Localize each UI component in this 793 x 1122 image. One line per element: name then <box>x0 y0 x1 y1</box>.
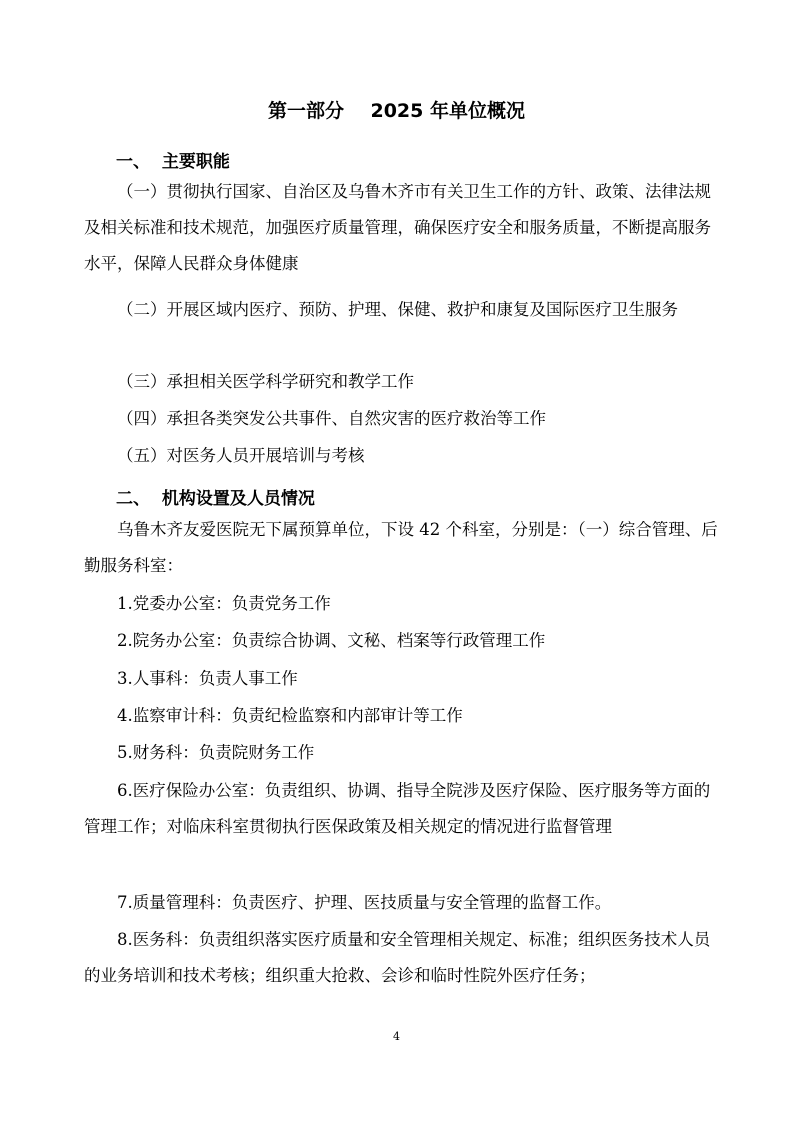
list-item-dept-2: 2.院务办公室：负责综合协调、文秘、档案等行政管理工作 <box>117 631 546 650</box>
page-number: 4 <box>393 1030 400 1043</box>
section-heading-functions: 一、 主要职能 <box>116 152 230 172</box>
list-item-dept-3: 3.人事科：负责人事工作 <box>117 669 298 688</box>
paragraph-function-4: （四）承担各类突发公共事件、自然灾害的医疗救治等工作 <box>117 409 546 428</box>
paragraph-org-intro: 乌鲁木齐友爱医院无下属预算单位，下设 42 个科室，分别是：（一）综合管理、后勤服务科室： <box>84 520 718 575</box>
list-item-dept-4: 4.监察审计科：负责纪检监察和内部审计等工作 <box>117 706 463 725</box>
list-item-dept-1: 1.党委办公室：负责党务工作 <box>117 594 331 613</box>
paragraph-function-3: （三）承担相关医学科学研究和教学工作 <box>117 372 414 391</box>
list-item-dept-6: 6.医疗保险办公室：负责组织、协调、指导全院涉及医疗保险、医疗服务等方面的管理工作；对临床科室贯彻执行医保政策及相关规定的情况进行监督管理 <box>84 781 711 836</box>
paragraph-function-2: （二）开展区域内医疗、预防、护理、保健、救护和康复及国际医疗卫生服务 <box>117 300 678 319</box>
list-item-dept-7: 7.质量管理科：负责医疗、护理、医技质量与安全管理的监督工作。 <box>117 893 612 912</box>
paragraph-function-5: （五）对医务人员开展培训与考核 <box>117 446 365 465</box>
paragraph-function-1: （一）贯彻执行国家、自治区及乌鲁木齐市有关卫生工作的方针、政策、法律法规及相关标准和技术规范，加强医疗质量管理，确保医疗安全和服务质量，不断提高服务水平，保障人民群众身体健康 <box>84 182 711 273</box>
list-item-dept-5: 5.财务科：负责院财务工作 <box>117 743 315 762</box>
list-item-dept-8: 8.医务科：负责组织落实医疗质量和安全管理相关规定、标准；组织医务技术人员的业务培训和技术考核；组织重大抢救、会诊和临时性院外医疗任务； <box>84 930 711 985</box>
page-title: 第一部分 2025 年单位概况 <box>268 100 525 122</box>
section-heading-organization: 二、 机构设置及人员情况 <box>116 489 315 509</box>
